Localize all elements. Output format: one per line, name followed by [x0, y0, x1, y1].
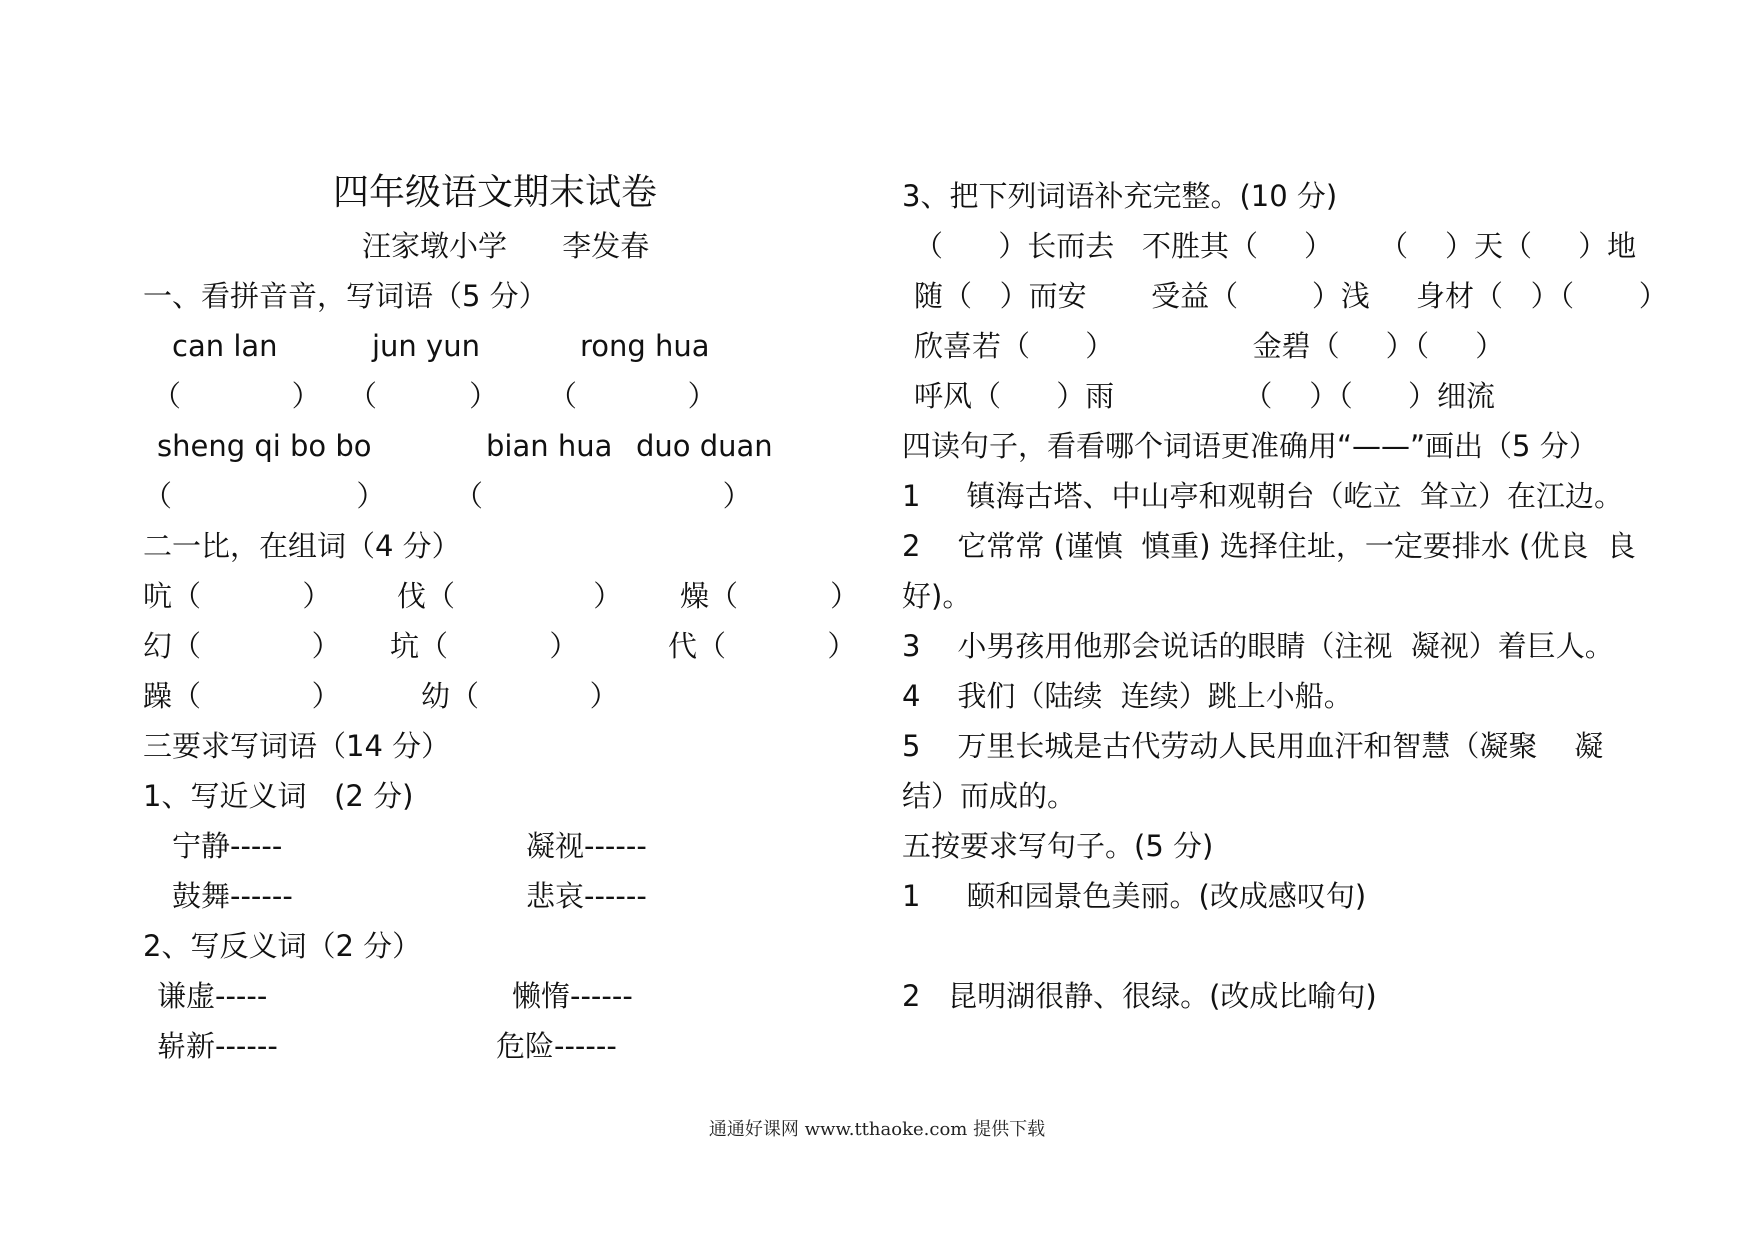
word-item: 躁（ ） — [143, 679, 341, 713]
section3-heading: 三要求写词语（14 分） — [143, 729, 451, 763]
answer-blank: （ ） — [548, 379, 717, 413]
subsection-heading: 2、写反义词（2 分） — [143, 929, 422, 963]
sentence-line: 好)。 — [902, 579, 972, 613]
section1-heading: 一、看拼音音，写词语（5 分） — [143, 279, 548, 313]
word-item: 宁静----- — [172, 829, 283, 863]
word-item: 谦虚----- — [157, 979, 268, 1013]
sentence-line: 4 我们（陆续 连续）跳上小船。 — [902, 679, 1353, 713]
footer-credit: 通通好课网 www.tthaoke.com 提供下载 — [708, 1119, 1046, 1140]
word-item: 燥（ ） — [680, 579, 860, 613]
fill-line: 欣喜若（ ） 金碧（ ）（ ） — [914, 329, 1505, 363]
word-item: 鼓舞------ — [172, 879, 293, 913]
fill-line: 随（ ）而安 受益（ ）浅 身材（ ）（ ） — [914, 279, 1668, 313]
sentence-task: 2 昆明湖很静、很绿。(改成比喻句) — [902, 979, 1377, 1013]
subsection-heading: 1、写近义词 (2 分) — [143, 779, 414, 813]
sentence-line: 1 镇海古塔、中山亭和观朝台（屹立 耸立）在江边。 — [902, 479, 1623, 513]
sentence-line: 结）而成的。 — [902, 779, 1077, 813]
answer-blank: （ ） — [348, 379, 499, 413]
word-item: 伐（ ） — [397, 579, 623, 613]
word-item: 危险------ — [496, 1029, 617, 1063]
sentence-line: 2 它常常 (谨慎 慎重) 选择住址，一定要排水 (优良 良 — [902, 529, 1636, 563]
word-item: 幼（ ） — [421, 679, 619, 713]
word-item: 坑（ ） — [390, 629, 579, 663]
page-title: 四年级语文期末试卷 — [333, 172, 658, 213]
word-item: 吭（ ） — [143, 579, 332, 613]
fill-line: （ ）长而去 不胜其（ ） （ ）天（ ）地 — [914, 229, 1637, 263]
author-line: 汪家墩小学 李发春 — [362, 229, 650, 263]
word-item: 懒惰------ — [512, 979, 633, 1013]
pinyin-item: bian hua — [486, 429, 613, 463]
pinyin-item: duo duan — [636, 429, 773, 463]
word-item: 悲哀------ — [526, 879, 647, 913]
q3-heading: 3、把下列词语补充完整。(10 分) — [902, 179, 1338, 213]
word-item: 崭新------ — [157, 1029, 278, 1063]
fill-line: 呼风（ ）雨 （ ）（ ）细流 — [914, 379, 1496, 413]
section5-heading: 五按要求写句子。(5 分) — [902, 829, 1214, 863]
section2-heading: 二一比，在组词（4 分） — [143, 529, 461, 563]
answer-blank: （ ） — [143, 479, 386, 513]
sentence-line: 3 小男孩用他那会说话的眼睛（注视 凝视）着巨人。 — [902, 629, 1614, 663]
word-item: 代（ ） — [668, 629, 857, 663]
word-item: 凝视------ — [526, 829, 647, 863]
section4-heading: 四读句子，看看哪个词语更准确用“——”画出（5 分） — [902, 429, 1598, 463]
word-item: 幻（ ） — [143, 629, 341, 663]
answer-blank: （ ） — [152, 379, 321, 413]
pinyin-item: jun yun — [372, 329, 480, 363]
pinyin-item: sheng qi bo bo — [157, 429, 372, 463]
pinyin-item: can lan — [172, 329, 278, 363]
pinyin-item: rong hua — [580, 329, 710, 363]
answer-blank: （ ） — [454, 479, 752, 513]
sentence-task: 1 颐和园景色美丽。(改成感叹句) — [902, 879, 1367, 913]
sentence-line: 5 万里长城是古代劳动人民用血汗和智慧（凝聚 凝 — [902, 729, 1604, 763]
